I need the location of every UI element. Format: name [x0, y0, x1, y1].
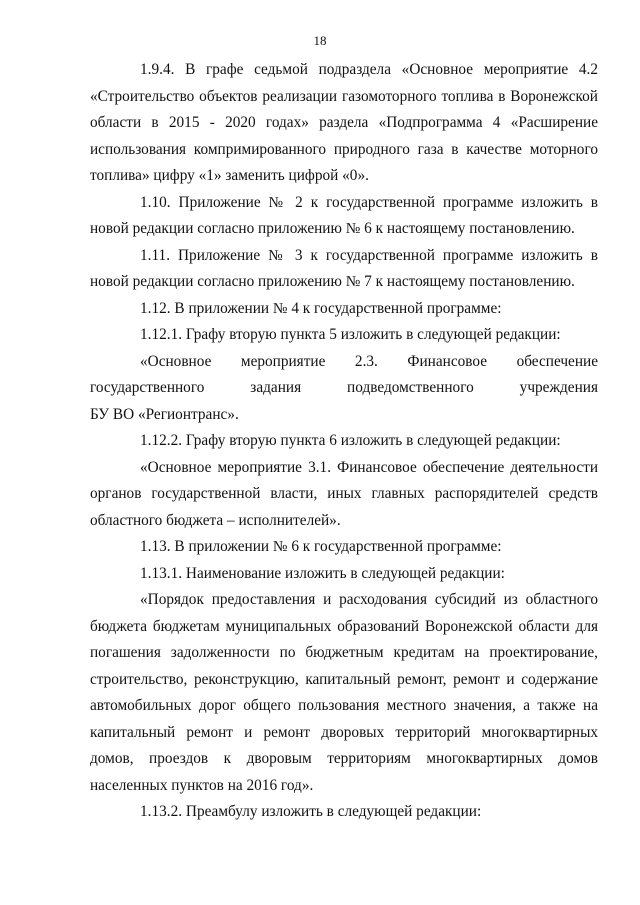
page-number: 18 — [313, 33, 327, 48]
document-body — [90, 57, 598, 826]
quote-subsidy-procedure-title: «Порядок предоставления и расходования субсидий из областного бюджета бюджетам муниципальных образований Воронежской области для погашения задолженности по бюджетным кредитам на проектирование, строительство, реконструкцию, капитальный ремонт, ремонт и содержание автомобильных дорог общего пользования местного значения, а также на капитальный ремонт и ремонт дворовых территорий многоквартирных домов, проездов к дворовым территориям многоквартирных домов населенных пунктов на 2016 год». — [90, 591, 598, 794]
paragraph-1-13: 1.13. В приложении № 6 к государственной программе: — [140, 538, 502, 555]
paragraph-1-12-2: 1.12.2. Графу вторую пункта 6 изложить в следующей редакции: — [140, 432, 561, 449]
quote-main-activity-3-1: «Основное мероприятие 3.1. Финансовое обеспечение деятельности органов государственной власти, иных главных распорядителей средств областного бюджета – исполнителей». — [90, 458, 598, 529]
paragraph-1-11: 1.11. Приложение № 3 к государственной программе изложить в новой редакции согласно приложению № 7 к настоящему постановлению. — [90, 246, 598, 290]
quote-main-activity-2-3: «Основное мероприятие 2.3. Финансовое обеспечение государственного задания подведомственного учреждения — [90, 352, 598, 396]
paragraph-1-12: 1.12. В приложении № 4 к государственной программе: — [140, 299, 502, 317]
quote-main-activity-2-3-end: БУ ВО «Регионтранс». — [90, 405, 239, 423]
paragraph-1-9-4: 1.9.4. В графе седьмой подраздела «Основное мероприятие 4.2 «Строительство объектов реализации газомоторного топлива в Воронежской области в 2015 - 2020 годах» раздела «Подпрограмма 4 «Расширение использования компримированного природного газа в качестве моторного топлива» цифру «1» заменить цифрой «0». — [90, 61, 598, 184]
paragraph-1-10: 1.10. Приложение № 2 к государственной программе изложить в новой редакции согласно приложению № 6 к настоящему постановлению. — [90, 193, 598, 237]
paragraph-1-12-1: 1.12.1. Графу вторую пункта 5 изложить в следующей редакции: — [140, 326, 561, 343]
paragraph-1-13-1: 1.13.1. Наименование изложить в следующей редакции: — [140, 564, 505, 582]
paragraph-1-13-2: 1.13.2. Преамбулу изложить в следующей редакции: — [140, 803, 482, 820]
